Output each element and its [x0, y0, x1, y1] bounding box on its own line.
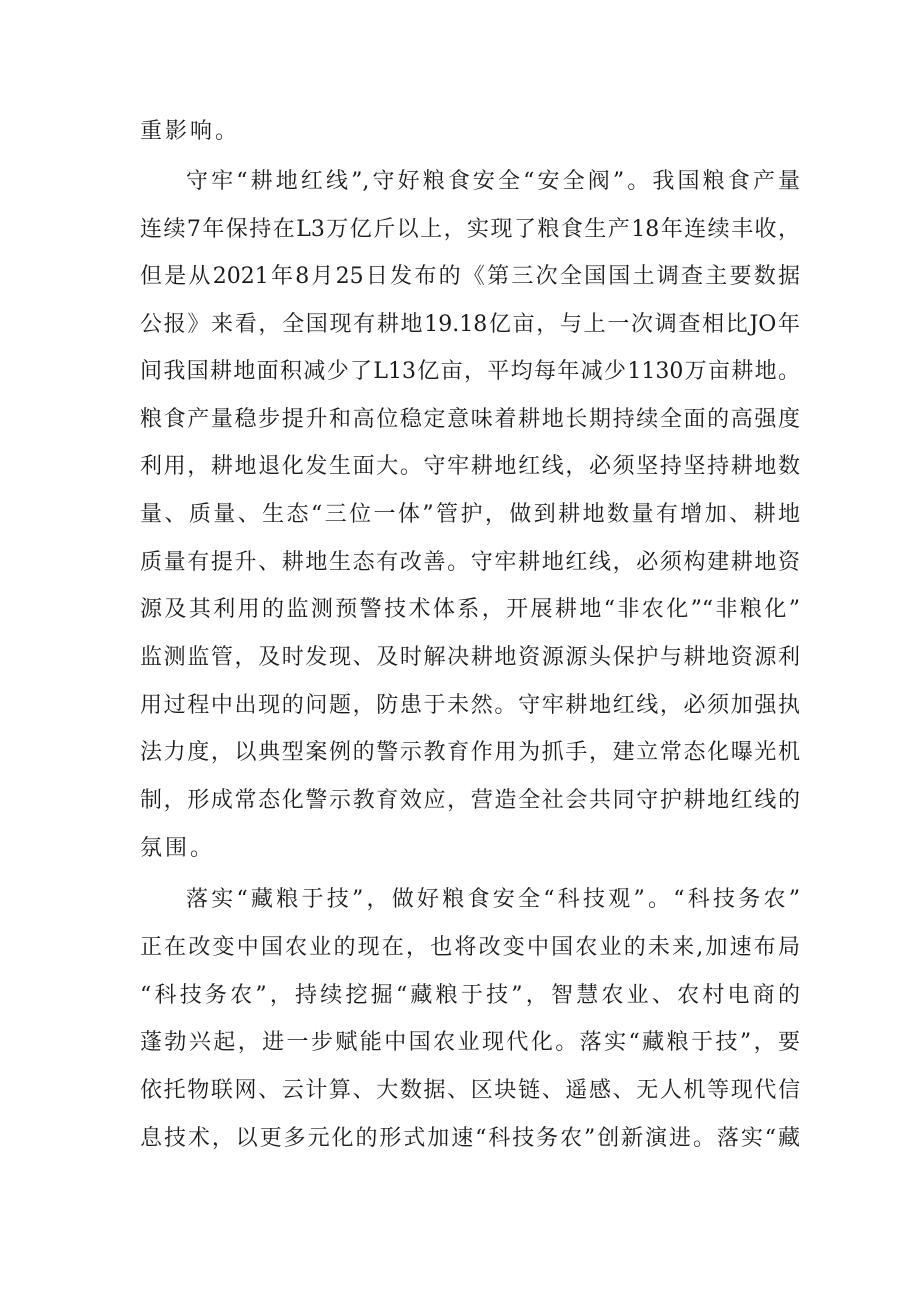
text-line: 质量有提升、耕地生态有改善。守牢耕地红线，必须构建耕地资: [140, 550, 800, 575]
text-line: 量、质量、生态“三位一体”管护，做到耕地数量有增加、耕地: [140, 502, 800, 527]
text-line: 连续7年保持在L3万亿斤以上，实现了粮食生产18年连续丰收，: [140, 217, 800, 242]
text-line: 息技术，以更多元化的形式加速“科技务农”创新演进。落实“藏: [140, 1126, 800, 1151]
text-line: 法力度，以典型案例的警示教育作用为抓手，建立常态化曝光机: [140, 740, 800, 765]
text-line: 公报》来看，全国现有耕地19.18亿亩，与上一次调查相比JO年: [140, 312, 800, 337]
text-line: 源及其利用的监测预警技术体系，开展耕地“非农化”“非粮化”: [140, 597, 800, 622]
text-line: 利用，耕地退化发生面大。守牢耕地红线，必须坚持坚持耕地数: [140, 454, 800, 479]
text-line: 制，形成常态化警示教育效应，营造全社会共同守护耕地红线的: [140, 788, 800, 813]
text-line: 间我国耕地面积减少了L13亿亩，平均每年减少1130万亩耕地。: [140, 359, 800, 384]
text-line: 正在改变中国农业的现在，也将改变中国农业的未来,加速布局: [140, 935, 800, 960]
text-line: 蓬勃兴起，进一步赋能中国农业现代化。落实“藏粮于技”，要: [140, 1030, 800, 1055]
text-line: “科技务农”，持续挖掘“藏粮于技”，智慧农业、农村电商的: [140, 983, 800, 1008]
paragraph-start-line: 守牢“耕地红线”,守好粮食安全“安全阀”。我国粮食产量: [186, 169, 800, 194]
paragraph-start-line: 落实“藏粮于技”，做好粮食安全“科技观”。“科技务农”: [186, 887, 800, 912]
text-line: 重影响。: [140, 119, 241, 144]
text-line: 依托物联网、云计算、大数据、区块链、遥感、无人机等现代信: [140, 1078, 800, 1103]
text-line: 氛围。: [140, 836, 216, 861]
text-line: 粮食产量稳步提升和高位稳定意味着耕地长期持续全面的高强度: [140, 407, 800, 432]
text-line: 但是从2021年8月25日发布的《第三次全国国土调查主要数据: [140, 264, 800, 289]
text-line: 监测监管，及时发现、及时解决耕地资源源头保护与耕地资源利: [140, 645, 800, 670]
text-line: 用过程中出现的问题，防患于未然。守牢耕地红线，必须加强执: [140, 693, 800, 718]
